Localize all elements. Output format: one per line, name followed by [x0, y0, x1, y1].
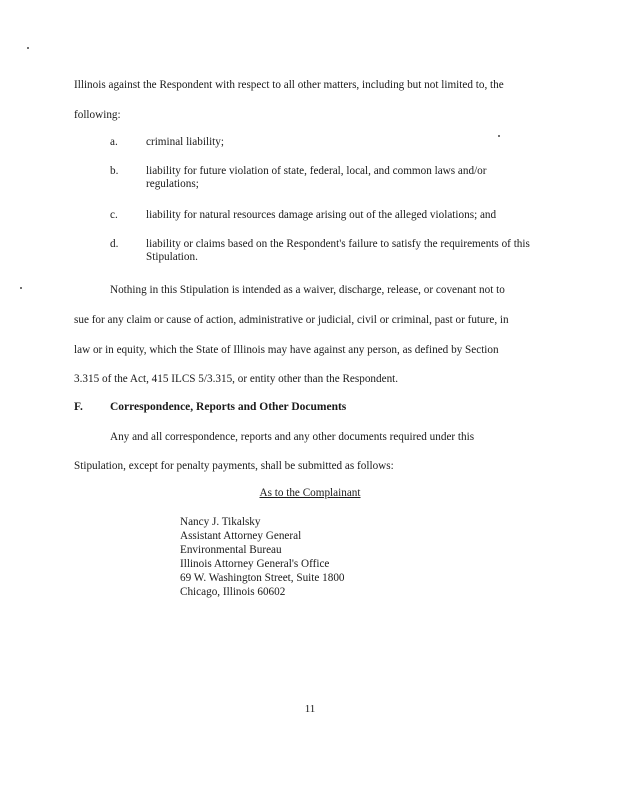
scan-speck — [27, 47, 29, 49]
address-street: 69 W. Washington Street, Suite 1800 — [180, 572, 345, 584]
address-city: Chicago, Illinois 60602 — [180, 586, 286, 598]
scan-speck — [20, 287, 22, 289]
complainant-heading — [0, 487, 620, 499]
paragraph-line: Stipulation, except for penalty payments, shall be submitted as follows: — [74, 460, 394, 472]
list-marker: c. — [110, 209, 118, 221]
paragraph-line: Nothing in this Stipulation is intended as a waiver, discharge, release, or covenant not to — [110, 284, 505, 296]
paragraph-line: 3.315 of the Act, 415 ILCS 5/3.315, or entity other than the Respondent. — [74, 373, 399, 385]
address-office: Illinois Attorney General's Office — [180, 558, 330, 570]
body-line: following: — [74, 109, 121, 121]
list-item-text: liability for natural resources damage arising out of the alleged violations; and — [146, 209, 497, 221]
list-marker: a. — [110, 136, 118, 148]
list-marker: d. — [110, 238, 119, 250]
paragraph-line: Any and all correspondence, reports and any other documents required under this — [110, 431, 475, 443]
list-item-text: criminal liability; — [146, 136, 224, 148]
list-item-text: liability for future violation of state, federal, local, and common laws and/or regulations; — [146, 165, 487, 190]
address-bureau: Environmental Bureau — [180, 544, 282, 556]
address-title: Assistant Attorney General — [180, 530, 302, 542]
page-number: 11 — [304, 703, 316, 715]
paragraph-line: sue for any claim or cause of action, administrative or judicial, civil or criminal, past or future, in — [74, 314, 509, 326]
body-line: Illinois against the Respondent with respect to all other matters, including but not limited to, the — [74, 79, 504, 91]
section-title: Correspondence, Reports and Other Documents — [110, 401, 347, 413]
paragraph-line: law or in equity, which the State of Illinois may have against any person, as defined by Section — [74, 344, 499, 356]
list-item-text: liability or claims based on the Respondent's failure to satisfy the requirements of this Stipulation. — [146, 238, 530, 263]
list-marker: b. — [110, 165, 119, 177]
address-name: Nancy J. Tikalsky — [180, 516, 261, 528]
complainant-heading-text: As to the Complainant — [259, 487, 361, 499]
section-letter: F. — [74, 401, 83, 413]
